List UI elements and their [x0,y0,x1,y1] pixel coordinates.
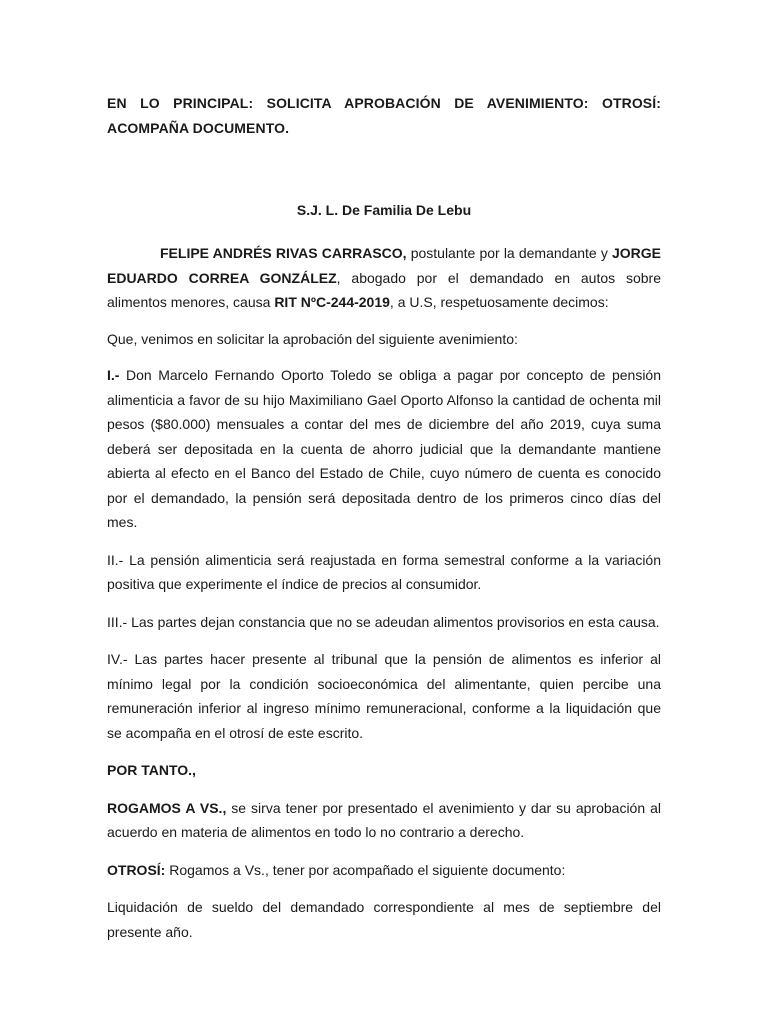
clause-1-label: I.- [107,367,120,383]
por-tanto-heading [107,758,661,783]
clause-3-paragraph: III.- Las partes dejan constancia que no se adeudan alimentos provisorios en esta causa. [107,613,660,630]
request-paragraph: Que, venimos en solicitar la aprobación del siguiente avenimiento: [107,330,518,347]
case-rit: RIT NºC-244-2019 [274,294,390,310]
clause-4-paragraph: IV.- Las partes hacer presente al tribunal que la pensión de alimentos es inferior al mínimo legal por la condición socioeconómica del alimentante, quien percibe una remuneración inferior al ingreso mínimo remuneracional, conforme a la liquidación que se acompaña en el otrosí de este escrito. [107,651,661,741]
court-addressee: S.J. L. De Familia De Lebu [296,202,472,218]
clause-2-paragraph: II.- La pensión alimenticia será reajustada en forma semestral conforme a la variación positiva que experimente el índice de precios al consumidor. [107,551,661,592]
petition-label: ROGAMOS A VS., [107,799,227,816]
intro-paragraph [107,241,661,315]
clause-1-paragraph [107,363,661,535]
otrosi-text: Rogamos a Vs., tener por acompañado el siguiente documento: [165,861,566,878]
petition-paragraph [107,796,661,845]
heading-line-1: EN LO PRINCIPAL: SOLICITA APROBACIÓN DE AVENIMIENTO: OTROSÍ: [107,95,661,111]
petitioner-name: FELIPE ANDRÉS RIVAS CARRASCO, [160,245,407,261]
document-heading [107,91,661,141]
clause-1-text: Don Marcelo Fernando Oporto Toledo se obliga a pagar por concepto de pensión alimenticia a favor de su hijo Maximiliano Gael Oporto Alfonso la cantidad de ochenta mil pesos ($80.000) mensuales a contar del mes de diciembre del año 2019, cuya suma deberá ser depositada en la cuenta de ahorro judicial que la demandante mantiene abierta al efecto en el Banco del Estado de Chile, cuyo número de cuenta es conocido por el demandado, la pensión será depositada dentro de los primeros cinco días del mes. [107,367,661,530]
petition-text: se sirva tener por presentado el avenimiento y dar su aprobación al acuerdo en materia de alimentos en todo lo no contrario a derecho. [107,799,661,840]
intro-text-1: postulante por la demandante y [406,245,612,261]
intro-text-3: , a U.S, respetuosamente decimos: [389,294,609,310]
otrosi-paragraph [107,858,661,883]
otrosi-label: OTROSÍ: [107,861,166,878]
heading-line-2: ACOMPAÑA DOCUMENTO. [107,120,290,136]
por-tanto-text: POR TANTO., [107,762,196,778]
defendant-lawyer-name: JORGE EDUARDO CORREA GONZÁLEZ [107,245,661,286]
intro-text-2: , abogado por el demandado en autos sobre alimentos menores, causa [107,269,662,310]
attachment-paragraph: Liquidación de sueldo del demandado correspondiente al mes de septiembre del presente año. [107,899,661,940]
